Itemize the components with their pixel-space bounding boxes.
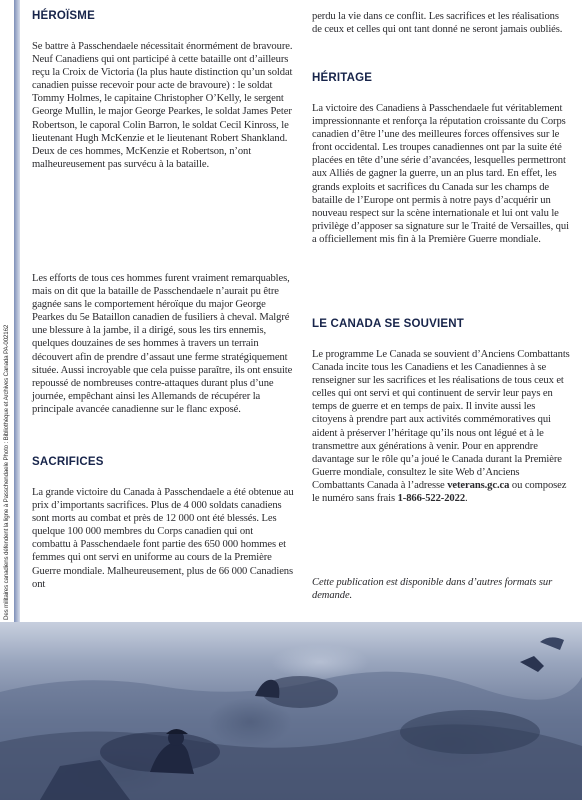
website-link[interactable]: veterans.gc.ca [447,479,510,491]
phone-number[interactable]: 1-866-522-2022 [397,493,466,505]
heroisme-paragraph-1: Se battre à Passchendaele nécessitait énormément de bravoure. Neuf Canadiens qui ont participé à cette bataille ont d’ailleurs reçu la Croix de Victoria (la plus haute distinction qu’un soldat canadien puisse recevoir pour acte de bravoure) : le soldat Tommy Holmes, le capitaine Christopher O’Kelly, le sergent George Mullin, le major George Pearkes, le soldat James Peter Robertson, le caporal Colin Barron, le soldat Cecil Kinross, le lieutenant Hugh McKenzie et le lieutenant Robert Shankland. Deux de ces hommes, McKenzie et Robertson, n’ont malheureusement pas survécu à la bataille. [32,41,293,170]
souvient-text: Le programme Le Canada se souvient d’Anciens Combattants Canada incite tous les Canadiens et les Canadiennes à se renseigner sur les sacrifices et les réalisations de tous ceux et celles qui ont servi et qui continuent de servir leur pays en temps de guerre et en temps de paix. Il invite aussi les citoyens à prendre part aux activités commémoratives qui aident à préserver l’héritage qu’ils nous ont légué et à le transmettre aux générations à venir. Pour en apprendre davantage sur le rôle qu’a joué le Canada durant la Première Guerre mondiale, consultez le site Web d’Anciens Combattants Canada à l’adresse [312,349,570,491]
souvient-text-mid: ou composez le numéro sans frais [312,479,567,505]
photo-credit: Des militaires canadiens défendent la ligne à Passchendaele Photo : Bibliothèque et Archives Canada PA-002162 [3,324,10,620]
availability-note: Cette publication est disponible dans d’autres formats sur demande. [312,577,553,602]
heading-sacrifices: SACRIFICES [32,456,104,468]
heading-heritage: HÉRITAGE [312,72,373,84]
souvient-text-end: . [465,493,468,505]
heritage-paragraph-1: La victoire des Canadiens à Passchendaele fut véritablement impressionnante et renforça la réputation croissante du Corps canadien d’être l’une des meilleures forces offensives sur le front occidental. Les troupes canadiennes ont par la suite été placées en tête d’une série d’avancées, lesquelles permettront aux Alliés de gagner la guerre, un an plus tard. En effet, les grands exploits et sacrifices du Canada sur les champs de bataille de l’Europe ont permis à notre pays d’acquérir un nouveau respect sur la scène internationale et lui ont valu le privilège d’apposer sa signature sur le Traité de Versailles, qui a officiellement mis fin à la Première Guerre mondiale. [312,103,569,245]
heading-heroisme: HÉROÏSME [32,10,95,22]
heroisme-paragraph-2: Les efforts de tous ces hommes furent vraiment remarquables, mais on dit que la bataille de Passchendaele n’aurait pu être gagnée sans le comportement héroïque du major George Pearkes du 5e Bataillon canadien de fusiliers à cheval. Malgré une blessure à la jambe, il a dirigé, sous les tirs ennemis, quelques douzaines de ses hommes à travers un terrain découvert afin de prendre d’assaut une ferme stratégiquement située. Aussi incroyable que cela puisse paraître, ils ont ensuite repoussé de nombreuses contre-attaques durant plus d’une journée, empêchant ainsi les Allemands de récupérer la principale avancée canadienne sur le flanc exposé. [32,273,293,415]
battlefield-photo [0,622,582,800]
sacrifices-paragraph-continued: perdu la vie dans ce conflit. Les sacrifices et les réalisations de ceux et celles qui ont tant donné ne seront jamais oubliés. [312,11,563,36]
sacrifices-paragraph-1: La grande victoire du Canada à Passchendaele a été obtenue au prix d’importants sacrifices. Plus de 4 000 soldats canadiens sont morts au combat et près de 12 000 ont été blessés. Les quelque 100 000 membres du Corps canadien qui ont combattu à Passchendaele font partie des 650 000 hommes et femmes qui ont servi en uniforme au cours de la Première Guerre mondiale. Malheureusement, plus de 66 000 Canadiens ont [32,487,294,590]
heading-canada-se-souvient: LE CANADA SE SOUVIENT [312,318,465,330]
souvient-paragraph-1 [312,348,570,505]
battlefield-photo-illustration [0,622,582,800]
